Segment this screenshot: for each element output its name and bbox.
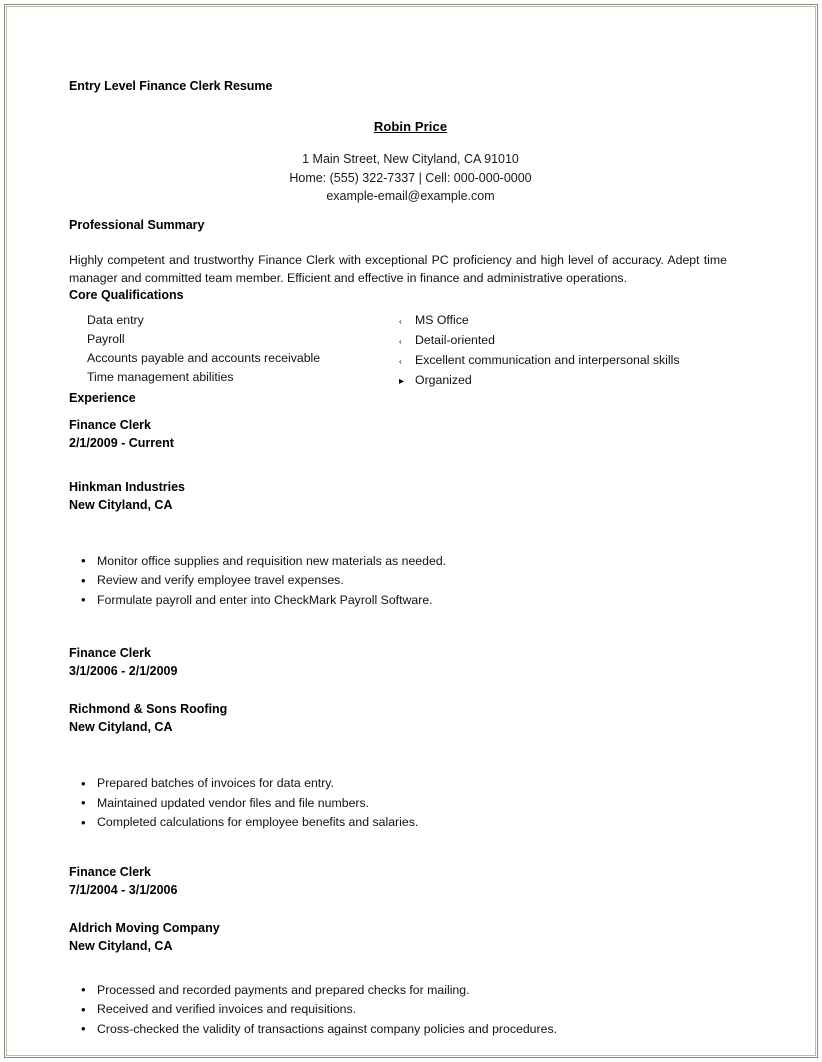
job-dates: 2/1/2009 - Current: [69, 435, 174, 450]
list-item: • Completed calculations for employee benefits and salaries.: [69, 813, 729, 833]
job-title: Finance Clerk: [69, 417, 151, 432]
core-qualification-item: Payroll: [87, 331, 125, 346]
section-heading-core-qualifications: Core Qualifications: [69, 287, 184, 302]
list-item: • Prepared batches of invoices for data entry.: [69, 774, 729, 794]
spacer: [69, 833, 729, 863]
bullet-marker-icon: ‹: [399, 336, 402, 346]
experience-entry: [69, 644, 729, 833]
core-qualification-label: MS Office: [415, 312, 469, 327]
core-qualification-label: Excellent communication and interpersonal skills: [415, 352, 680, 367]
core-qualification-item: Accounts payable and accounts receivable: [87, 350, 321, 365]
contact-phones: Home: (555) 322-7337 | Cell: 000-000-0000: [289, 170, 532, 185]
section-heading-professional-summary: Professional Summary: [69, 217, 205, 232]
spacer: [69, 406, 729, 416]
core-qualification-item: [399, 371, 729, 391]
job-company: Aldrich Moving Company: [69, 920, 220, 935]
list-item: • Received and verified invoices and requisitions.: [69, 1000, 729, 1020]
spacer: [69, 452, 729, 478]
page-title: Entry Level Finance Clerk Resume: [69, 79, 273, 93]
spacer: [69, 514, 729, 552]
job-dates: 3/1/2006 - 2/1/2009: [69, 664, 178, 678]
core-qualification-label: Organized: [415, 372, 472, 387]
job-company: Hinkman Industries: [69, 479, 185, 494]
contact-block: [69, 150, 752, 206]
job-title: Finance Clerk: [69, 864, 151, 879]
job-dates: 7/1/2004 - 3/1/2006: [69, 882, 178, 897]
spacer: [69, 303, 729, 311]
job-location: New Cityland, CA: [69, 938, 173, 953]
list-item: • Monitor office supplies and requisition new materials as needed.: [69, 552, 729, 572]
list-item: • Maintained updated vendor files and file numbers.: [69, 794, 729, 814]
core-qualification-item: Data entry: [87, 312, 144, 327]
experience-entry: [69, 863, 729, 1040]
core-qualification-item: [399, 311, 729, 331]
job-title: Finance Clerk: [69, 646, 151, 660]
core-qualification-item: Time management abilities: [87, 369, 234, 384]
contact-address: 1 Main Street, New Cityland, CA 91010: [302, 152, 519, 166]
bullet-marker-icon: ‹: [399, 316, 402, 326]
job-duties-list: [69, 981, 729, 1040]
list-item: • Formulate payroll and enter into CheckMark Payroll Software.: [69, 591, 729, 611]
job-location: New Cityland, CA: [69, 720, 173, 734]
experience-entry: [69, 416, 729, 611]
professional-summary-text: Highly competent and trustworthy Finance Clerk with exceptional PC proficiency and high level of accuracy. Adept time manager and committed team member. Efficient and effective in finance and administrative operations.: [69, 252, 727, 285]
core-qualifications-columns: [69, 311, 729, 391]
bullet-marker-icon: ‹: [399, 356, 402, 366]
spacer: [69, 233, 729, 251]
spacer: [69, 680, 729, 700]
spacer: [69, 955, 729, 981]
contact-email: example-email@example.com: [326, 189, 495, 203]
list-item: • Review and verify employee travel expenses.: [69, 571, 729, 591]
core-qualification-label: Detail-oriented: [415, 332, 495, 347]
resume-content: [69, 78, 729, 1039]
job-location: New Cityland, CA: [69, 497, 173, 512]
candidate-name: Robin Price: [373, 119, 448, 134]
core-qualifications-left-column: [69, 311, 399, 391]
job-duties-list: [69, 774, 729, 833]
list-item: • Cross-checked the validity of transactions against company policies and procedures.: [69, 1020, 729, 1040]
core-qualification-item: [399, 351, 729, 371]
spacer: [69, 899, 729, 919]
job-company: Richmond & Sons Roofing: [69, 702, 228, 716]
spacer: [69, 736, 729, 774]
job-duties-list: [69, 552, 729, 611]
core-qualifications-right-column: [399, 311, 729, 391]
bullet-marker-icon: ▸: [399, 375, 405, 387]
core-qualification-item: [399, 331, 729, 351]
spacer: [69, 206, 729, 218]
spacer: [69, 610, 729, 644]
section-heading-experience: Experience: [69, 390, 136, 405]
list-item: • Processed and recorded payments and prepared checks for mailing.: [69, 981, 729, 1001]
candidate-name-block: [69, 118, 752, 136]
